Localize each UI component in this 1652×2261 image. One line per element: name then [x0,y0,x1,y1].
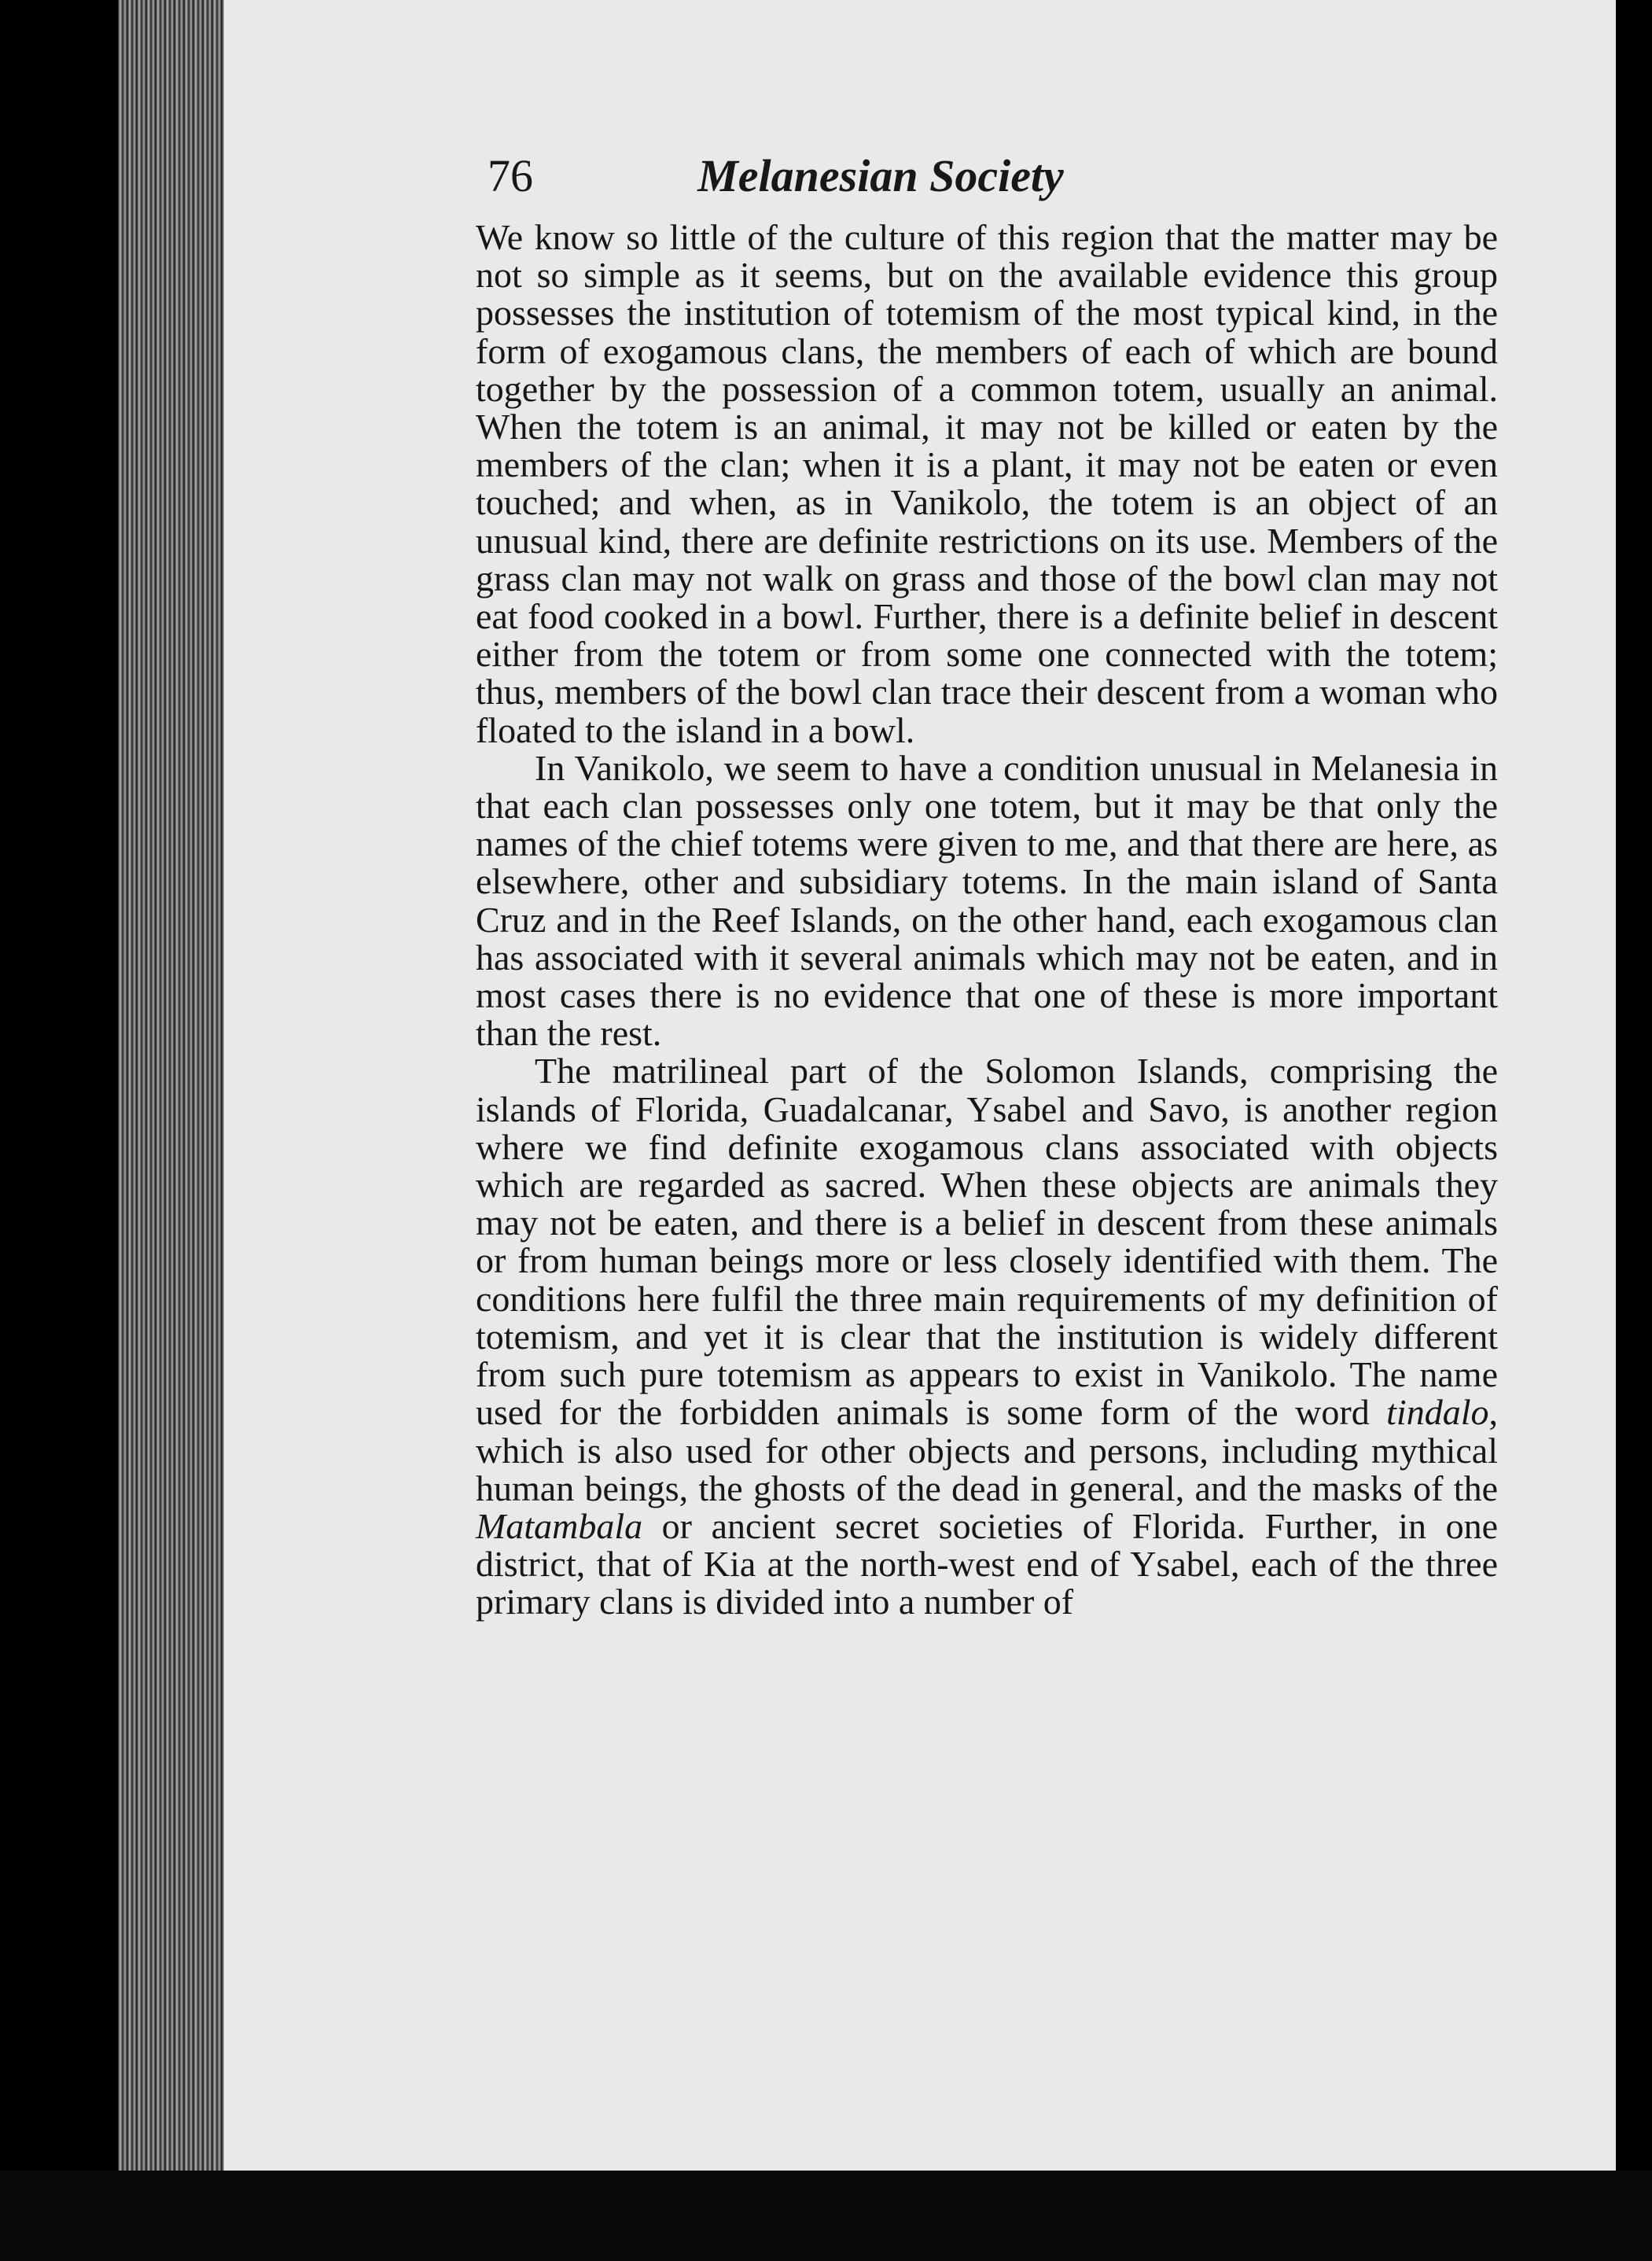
body-text [476,219,1498,1622]
running-head [263,149,1498,220]
book-page-edges [118,0,224,2261]
scan-shadow [0,2171,1652,2261]
paragraph-3-text-a: The matrilineal part of the Solomon Islands, comprising the islands of Florida, Guadalcanar, Ysabel and Savo, is another region where we find definite exogamous clans associated with objects which are regarded as sacred. When these objects are animals they may not be eaten, and there is a belief in descent from these animals or from human beings more or less closely identified with them. The conditions here fulfil the three main requirements of my definition of totemism, and yet it is clear that the institution is widely different from such pure totemism as appears to exist in Vanikolo. The name used for the forbidden animals is some form of the word [476,1051,1498,1433]
paragraph-3 [476,1052,1498,1621]
paragraph-3-text-b: , which is also used for other objects and persons, including mythical human beings, the ghosts of the dead in general, and the masks of the [476,1392,1498,1508]
paragraph-2-text: In Vanikolo, we seem to have a condition unusual in Melanesia in that each clan possesses only one totem, but it may be that only the names of the chief totems were given to me, and that there are here, as elsewhere, other and subsidiary totems. In the main island of Santa Cruz and in the Reef Islands, on the other hand, each exogamous clan has associated with it several animals which may not be eaten, and in most cases there is no evidence that one of these is more important than the rest. [476,747,1498,1054]
paragraph-1-text: We know so little of the culture of this region that the matter may be not so simple as it seems, but on the available evidence this group possesses the institution of totemism of the most typical kind, in the form of exogamous clans, the members of each of which are bound together by the possession of a common totem, usually an animal. When the totem is an animal, it may not be killed or eaten by the members of the clan; when it is a plant, it may not be eaten or even touched; and when, as in Vanikolo, the totem is an object of an unusual kind, there are definite restrictions on its use. Members of the grass clan may not walk on grass and those of the bowl clan may not eat food cooked in a bowl. Further, there is a definite belief in descent either from the totem or from some one connected with the totem; thus, members of the bowl clan trace their descent from a woman who floated to the island in a bowl. [476,217,1498,750]
running-title: Melanesian Society [697,150,1064,201]
paragraph-2 [476,749,1498,1053]
paragraph-1 [476,219,1498,749]
italic-term-matambala: Matambala [476,1505,643,1546]
italic-term-tindalo: tindalo [1386,1392,1489,1433]
page-number: 76 [488,150,533,201]
paragraph-3-text-c: or ancient secret societies of Florida. Further, in one district, that of Kia at the north-west end of Ysabel, each of the three primary clans is divided into a number of [476,1505,1498,1622]
